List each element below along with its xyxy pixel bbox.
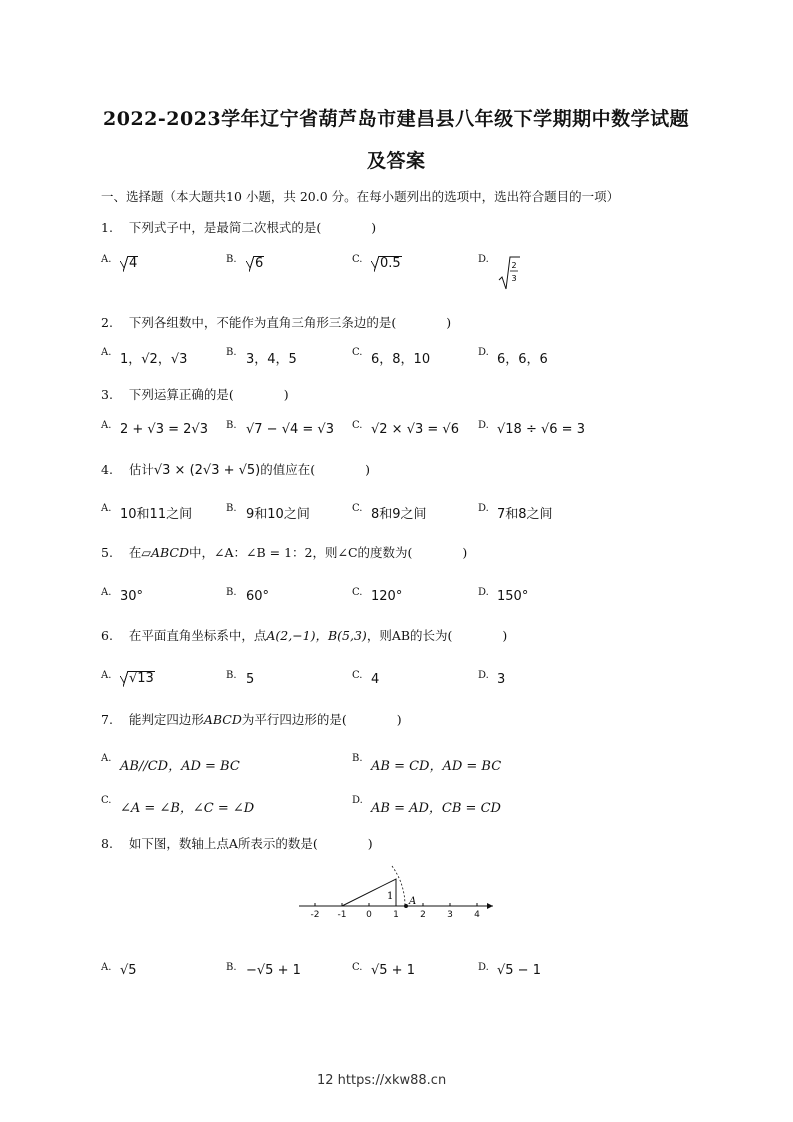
question-number: 1. (101, 220, 113, 235)
option-label-d: D. (478, 587, 489, 598)
option-b: 9和10之间 (246, 507, 310, 522)
option-b: 3，4，5 (246, 352, 297, 367)
option-a: 10和11之间 (120, 507, 193, 522)
tick-label: -2 (310, 910, 320, 920)
option-label-a: A. (101, 962, 112, 973)
option-a: AB//CD，AD = BC (120, 759, 240, 774)
option-label-a: A. (101, 670, 112, 681)
question-number: 4. (101, 462, 113, 477)
question-5: 5. 在▱ABCD中，∠A：∠B = 1：2，则∠C的度数为( ) (101, 545, 468, 560)
option-a: 30° (120, 589, 144, 604)
option-label-c: C. (352, 670, 363, 681)
option-d: 150° (497, 589, 529, 604)
option-c: 120° (371, 589, 403, 604)
page-title: 2022-2023学年辽宁省葫芦岛市建昌县八年级下学期期中数学试题 (103, 108, 690, 130)
option-c: ∠A = ∠B，∠C = ∠D (120, 801, 255, 816)
option-d: 3 (497, 672, 506, 687)
question-number: 6. (101, 628, 113, 643)
question-7: 7. 能判定四边形ABCD为平行四边形的是( ) (101, 712, 402, 727)
question-8 (101, 834, 373, 852)
option-label-d: D. (478, 420, 489, 431)
option-label-b: B. (226, 670, 237, 681)
option-label-b: B. (226, 420, 237, 431)
option-d: AB = AD，CB = CD (371, 801, 501, 816)
option-label-c: C. (352, 587, 363, 598)
option-label-c: C. (101, 795, 112, 806)
question-math: √3 × (2√3 + √5) (153, 463, 261, 478)
option-d: 7和8之间 (497, 507, 553, 522)
question-4: 4. 估计√3 × (2√3 + √5)的值应在( ) (101, 462, 371, 478)
option-label-d: D. (352, 795, 363, 806)
arc-dashed (392, 866, 405, 906)
option-d-radical-fraction (498, 256, 520, 290)
point-a (404, 904, 408, 908)
section-header: 一、选择题（本大题共10 小题，共 20.0 分。在每小题列出的选项中，选出符合题目的一项） (101, 189, 620, 204)
option-c: 4 (371, 672, 380, 687)
option-label-b: B. (226, 587, 237, 598)
question-number: 2. (101, 315, 113, 330)
tick-label: 4 (474, 910, 480, 920)
option-b: √7 − √4 = √3 (246, 422, 334, 437)
question-6: 6. 在平面直角坐标系中，点A(2,−1)，B(5,3)，则AB的长为( ) (101, 628, 508, 643)
question-number: 3. (101, 387, 113, 402)
option-a: √5 (120, 963, 137, 978)
svg-text:3: 3 (511, 274, 517, 283)
question-3 (101, 385, 289, 403)
option-label-a: A. (101, 587, 112, 598)
option-label-c: C. (352, 254, 363, 265)
option-a: 4 (120, 256, 138, 272)
option-a: √13 (120, 671, 155, 687)
option-label-b: B. (352, 753, 363, 764)
option-label-a: A. (101, 254, 112, 265)
option-label-d: D. (478, 347, 489, 358)
question-1 (101, 218, 376, 236)
option-b: AB = CD，AD = BC (371, 759, 502, 774)
option-c: 6，8，10 (371, 352, 431, 367)
option-label-a: A. (101, 347, 112, 358)
point-a-label: A (409, 896, 417, 907)
option-label-d: D. (478, 254, 489, 265)
option-label-b: B. (226, 254, 237, 265)
question-math: ABCD (203, 712, 242, 727)
page-title-line2: 及答案 (367, 150, 426, 172)
option-label-b: B. (226, 347, 237, 358)
question-number: 5. (101, 545, 113, 560)
option-b: −√5 + 1 (246, 963, 301, 978)
option-label-c: C. (352, 347, 363, 358)
question-stem: 下列运算正确的是( ) (128, 387, 289, 402)
option-b: 60° (246, 589, 270, 604)
option-d: √5 − 1 (497, 963, 541, 978)
option-label-c: C. (352, 420, 363, 431)
option-c: √5 + 1 (371, 963, 415, 978)
question-stem: 下列各组数中，不能作为直角三角形三条边的是( ) (128, 315, 452, 330)
option-label-b: B. (226, 962, 237, 973)
option-d: 6，6，6 (497, 352, 548, 367)
tick-label: 1 (393, 910, 399, 920)
tick-label: 3 (447, 910, 453, 920)
option-label-a: A. (101, 753, 112, 764)
question-stem: 下列式子中，是最简二次根式的是( ) (128, 220, 377, 235)
option-label-d: D. (478, 962, 489, 973)
option-label-a: A. (101, 503, 112, 514)
option-b: 6 (246, 256, 264, 272)
option-c: 0.5 (371, 256, 402, 272)
option-c: 8和9之间 (371, 507, 427, 522)
option-label-d: D. (478, 503, 489, 514)
question-number: 7. (101, 712, 113, 727)
option-label-b: B. (226, 503, 237, 514)
page-footer: 12 https://xkw88.cn (317, 1073, 447, 1088)
option-a: 2 + √3 = 2√3 (120, 422, 208, 437)
height-label: 1 (387, 891, 394, 902)
question-math: A(2,−1)，B(5,3) (266, 628, 367, 643)
option-label-a: A. (101, 420, 112, 431)
question-2 (101, 313, 451, 331)
option-b: 5 (246, 672, 255, 687)
question-math: ABCD (150, 545, 189, 560)
number-line-figure (295, 862, 500, 924)
axis-arrow (487, 903, 493, 909)
option-d: √18 ÷ √6 = 3 (497, 422, 585, 437)
tick-label: 2 (420, 910, 426, 920)
option-label-c: C. (352, 503, 363, 514)
tick-label: -1 (337, 910, 347, 920)
option-c: √2 × √3 = √6 (371, 422, 459, 437)
question-stem: 如下图，数轴上点A所表示的数是( ) (128, 836, 373, 851)
svg-text:2: 2 (511, 261, 517, 270)
option-label-c: C. (352, 962, 363, 973)
question-number: 8. (101, 836, 113, 851)
option-label-d: D. (478, 670, 489, 681)
tick-label: 0 (366, 910, 372, 920)
option-a: 1，√2，√3 (120, 352, 188, 367)
